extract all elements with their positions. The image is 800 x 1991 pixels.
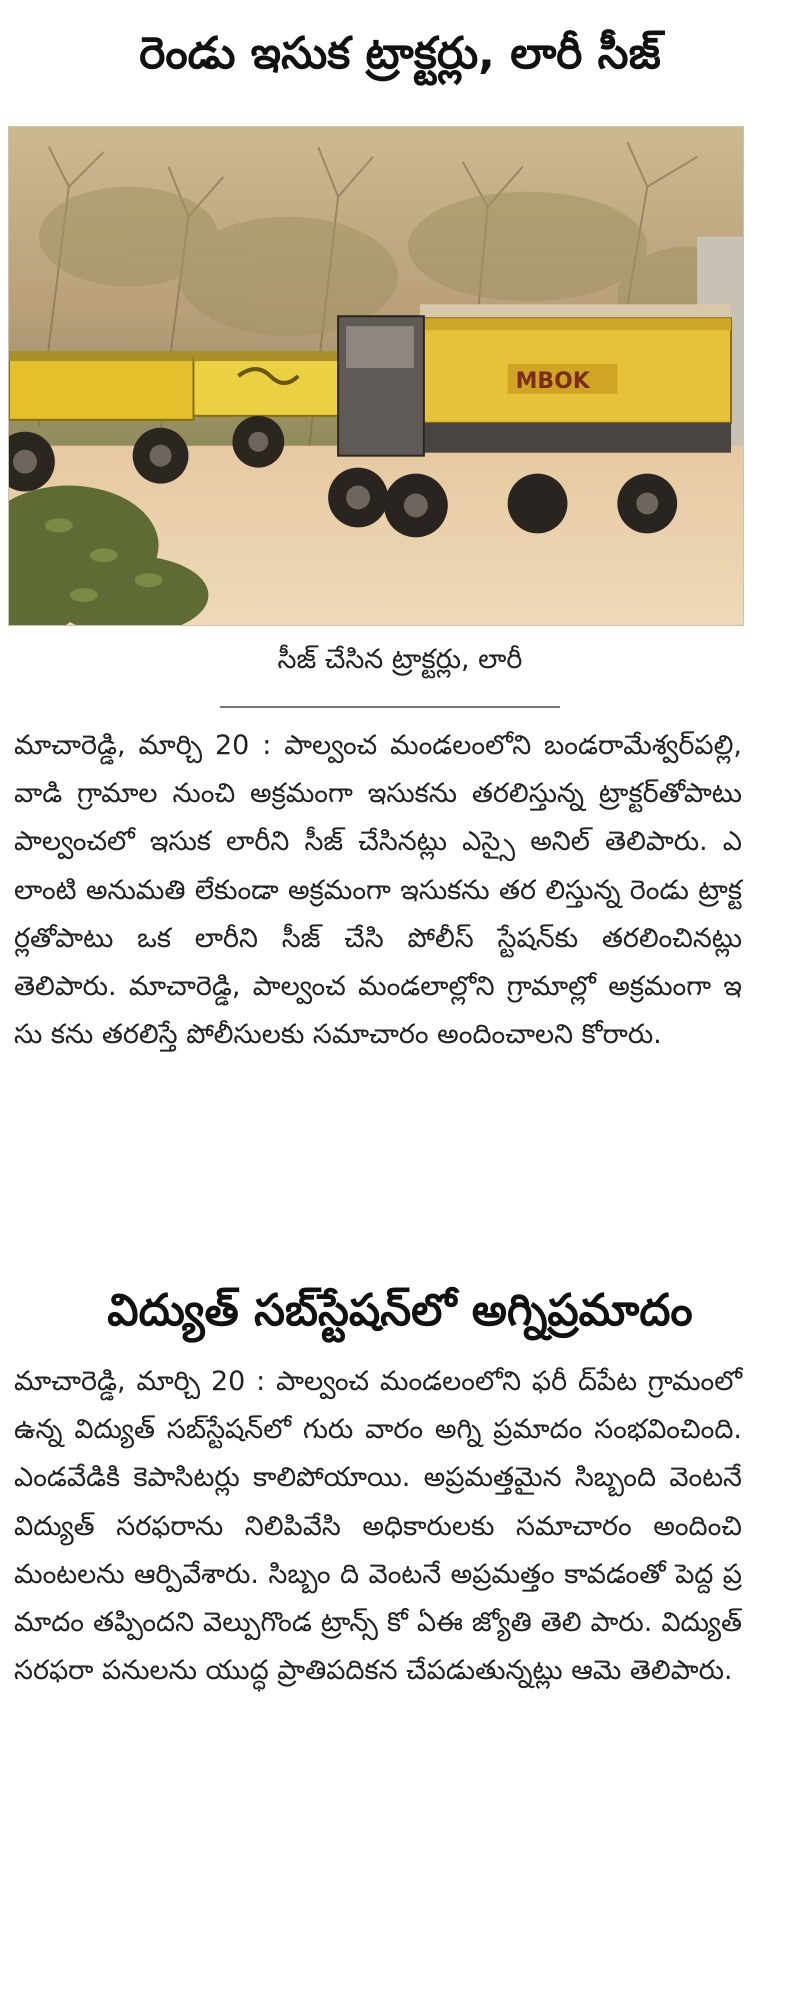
story-2-body: మాచారెడ్డి, మార్చి 20 : పాల్వంచ మండలంలోని ఫరీ ద్‌పేట గ్రామంలో ఉన్న విద్యుత్ సబ్‌స్టేషన్‌లో గురు వారం అగ్ని ప్రమాదం సంభవించింది. ఎండవేడికి కెపాసిటర్లు కాలిపోయాయి. అప్రమత్తమైన సిబ్బంది వెంటనే విద్యుత్ సరఫరాను నిలిపివేసి అధికారులకు సమాచారం అందించి మంటలను ఆర్పివేశారు. సిబ్బం ది వెంటనే అప్రమత్తం కావడంతో పెద్ద ప్రమాదం తప్పిందని వెల్పుగొండ ట్రాన్స్ కో ఏఈ జ్యోతి తెలి పారు. విద్యుత్ సరఫరా పనులను యుద్ధ ప్రాతిపదికన చేపడుతున్నట్లు ఆమె తెలిపారు. — [14, 1366, 742, 1687]
story-1-body: మాచారెడ్డి, మార్చి 20 : పాల్వంచ మండలంలోని బండరామేశ్వర్‌పల్లి, వాడి గ్రామాల నుంచి అక్రమంగా ఇసుకను తరలిస్తున్న ట్రాక్టర్‌తోపాటు పాల్వంచలో ఇసుక లారీని సీజ్ చేసినట్లు ఎస్సై అనిల్ తెలిపారు. ఎలాంటి అనుమతి లేకుండా అక్రమంగా ఇసుకను తర లిస్తున్న రెండు ట్రాక్టర్లతోపాటు ఒక లారీని సీజ్ చేసి పోలీస్ స్టేషన్‌కు తరలించినట్లు తెలిపారు. మాచారెడ్డి, పాల్వంచ మండలాల్లోని గ్రామాల్లో అక్రమంగా ఇసు కను తరలిస్తే పోలీసులకు సమాచారం అందించాలని కోరారు. — [14, 730, 742, 1051]
seized-vehicles-photo — [8, 126, 744, 626]
photo-caption: సీజ్ చేసిన ట్రాక్టర్లు, లారీ — [277, 644, 523, 675]
story-1-headline: రెండు ఇసుక ట్రాక్టర్లు, లారీ సీజ్ — [139, 28, 661, 79]
caption-divider — [220, 706, 560, 708]
story-2-headline: విద్యుత్ సబ్‌స్టేషన్‌లో అగ్నిప్రమాదం — [107, 1285, 693, 1336]
truck-plate-text: MBOK — [515, 368, 590, 394]
sand-lorry — [328, 304, 731, 537]
